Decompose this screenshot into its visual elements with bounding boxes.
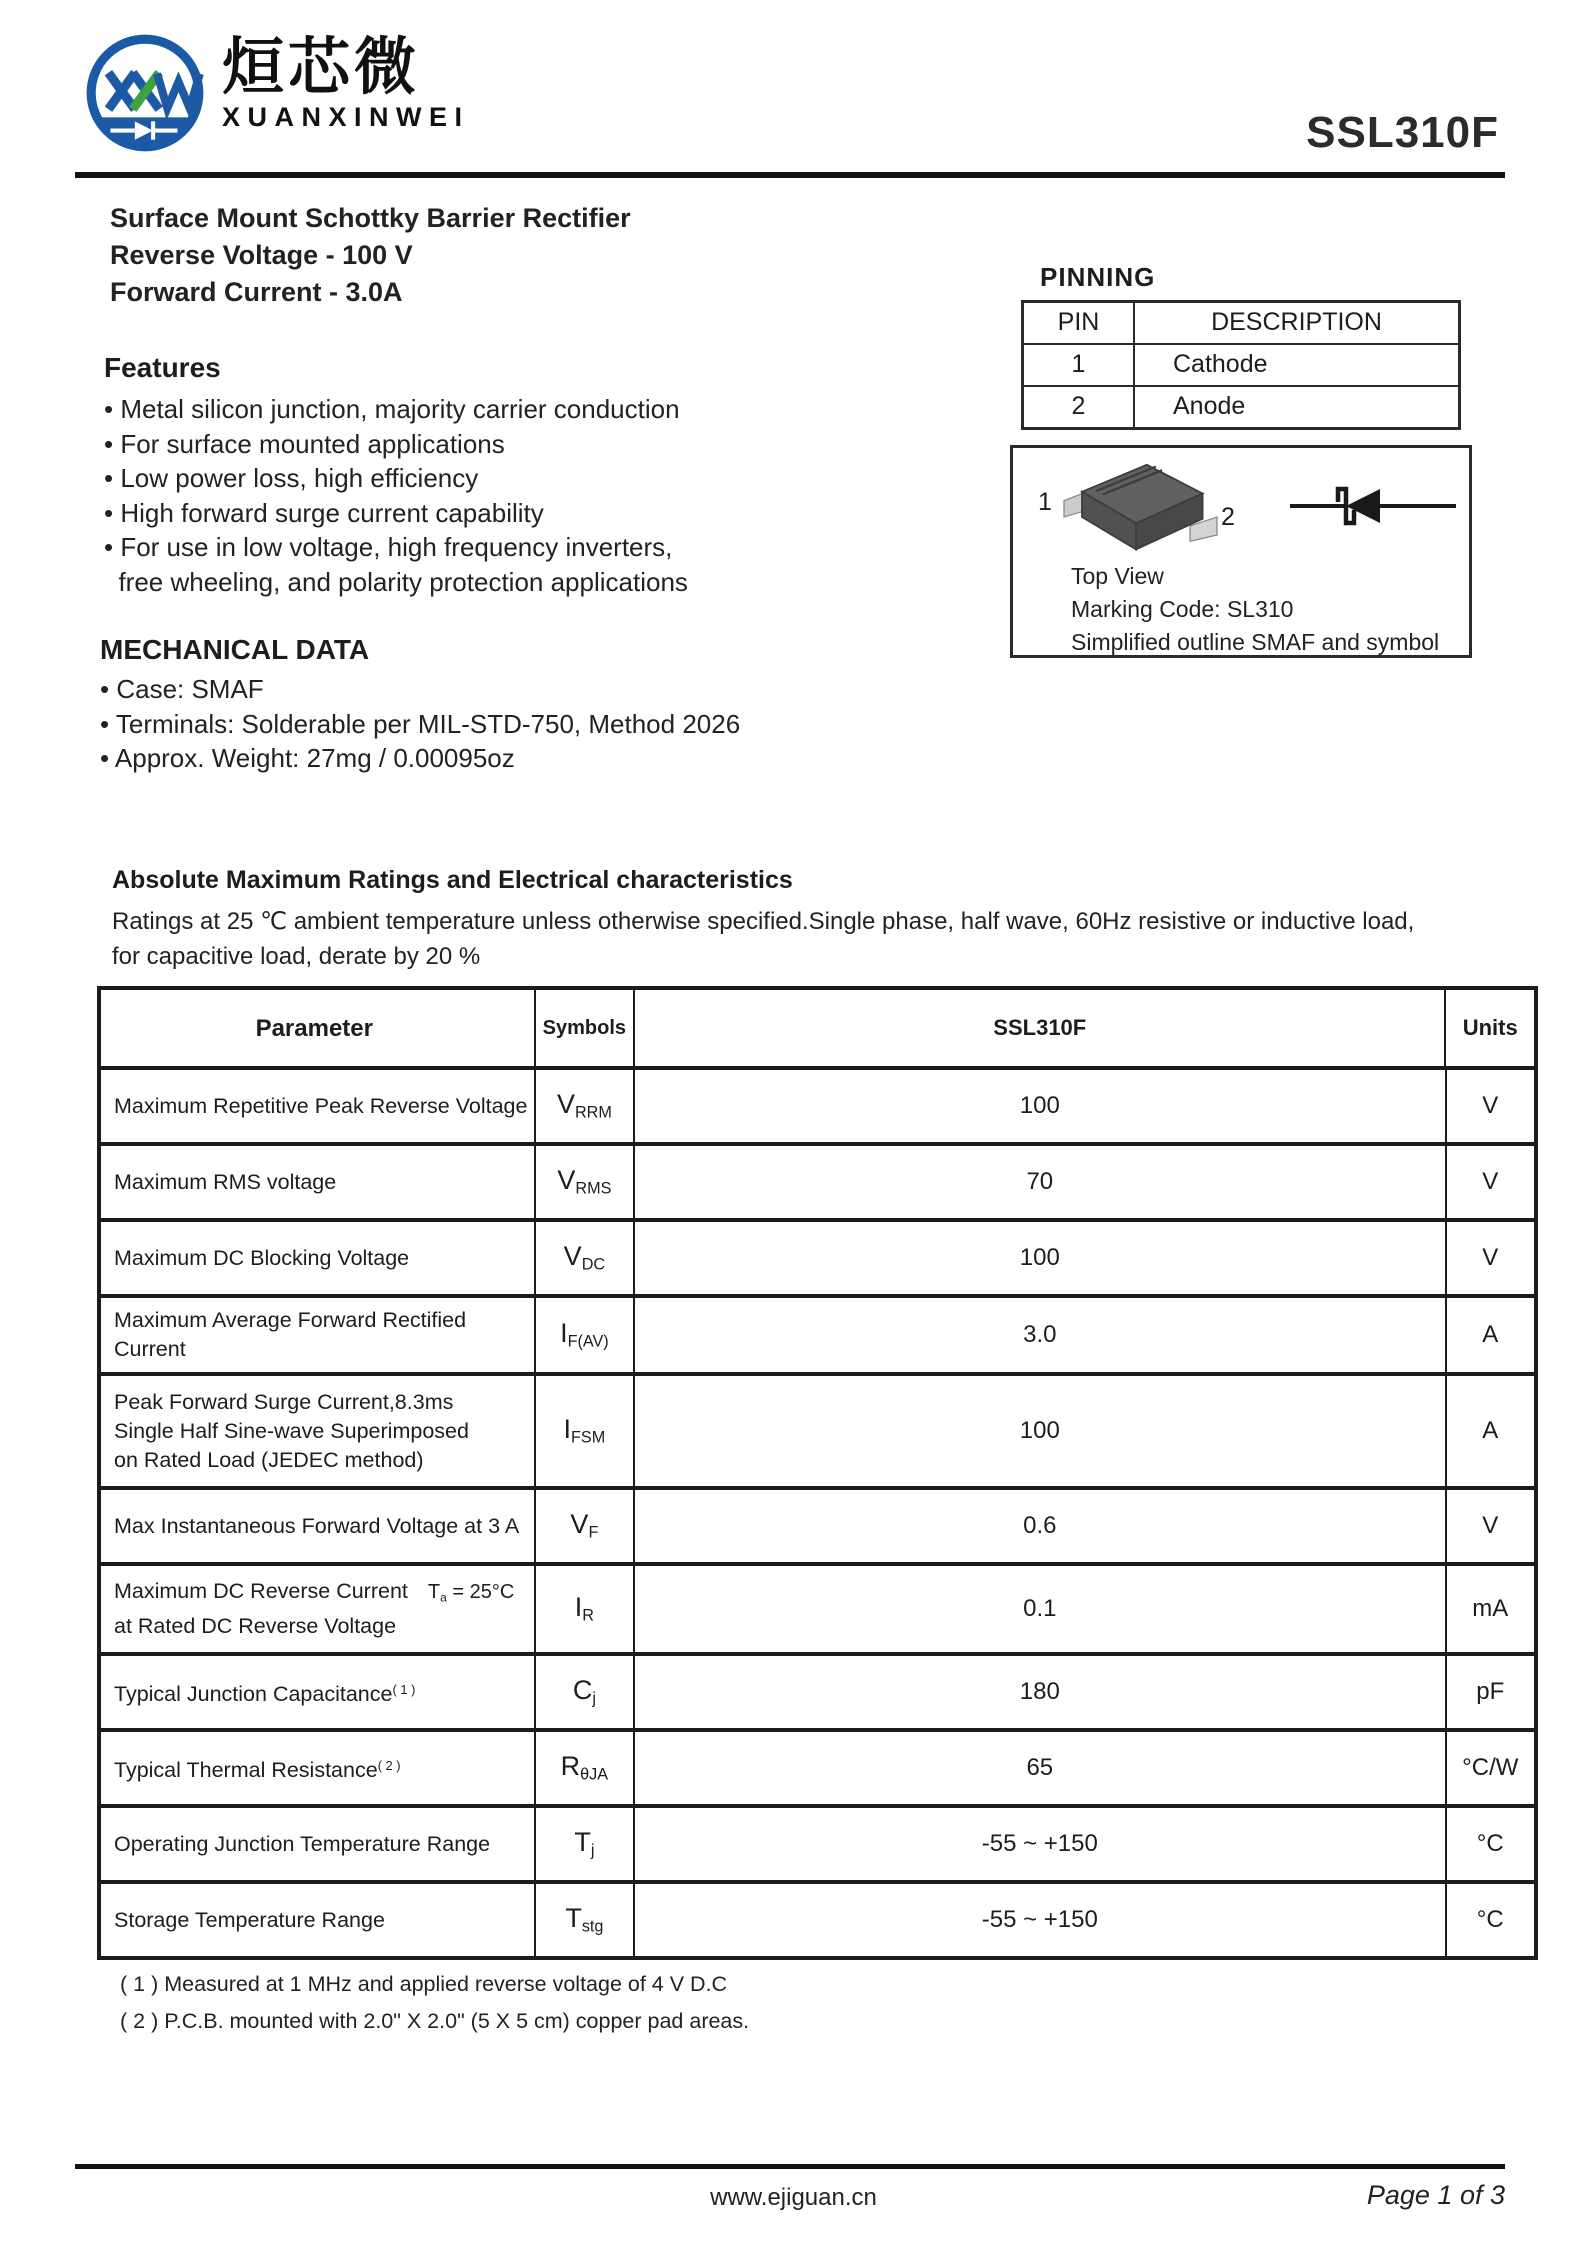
- parameter-cell: [101, 1656, 536, 1728]
- footnote-marker: ( 2 ): [377, 1757, 401, 1773]
- parameter-line: Storage Temperature Range: [114, 1907, 385, 1932]
- unit-cell: mA: [1472, 1595, 1509, 1622]
- ratings-conditions-line1: Ratings at 25 ℃ ambient temperature unless otherwise specified.Single phase, half wave, 60Hz resistive or inductive load,: [112, 908, 1415, 935]
- parameter-line: on Rated Load (JEDEC method): [114, 1447, 424, 1472]
- value-cell: 0.1: [635, 1566, 1446, 1652]
- list-item: free wheeling, and polarity protection applications: [104, 566, 688, 597]
- footer-divider: [75, 2164, 1505, 2169]
- reverse-voltage: Reverse Voltage - 100 V: [110, 240, 413, 270]
- forward-current: Forward Current - 3.0A: [110, 277, 403, 307]
- package-3d-icon: [1055, 453, 1235, 563]
- parameter-line: Maximum DC Blocking Voltage: [114, 1245, 410, 1270]
- symbol: $T_{stg}$: [565, 1903, 604, 1936]
- company-name-en: XUANXINWEI: [222, 102, 470, 132]
- value-cell: 0.6: [635, 1490, 1446, 1562]
- unit-cell: A: [1482, 1417, 1499, 1444]
- parameter-cell: [101, 1146, 536, 1218]
- value-column-header: SSL310F: [635, 990, 1446, 1066]
- list-item: • Approx. Weight: 27mg / 0.00095oz: [100, 743, 515, 773]
- symbol-cell: [536, 1222, 635, 1294]
- symbol: $I_{FSM}$: [563, 1414, 606, 1447]
- symbol-cell: [536, 1656, 635, 1728]
- parameter-line: Typical Thermal Resistance$^{( 2 )}$: [114, 1757, 401, 1783]
- symbol-cell: [536, 1146, 635, 1218]
- value-cell: -55 ~ +150: [635, 1808, 1446, 1880]
- footnote-line: ( 2 ) P.C.B. mounted with 2.0" X 2.0" (5 X 5 cm) copper pad areas.: [120, 2009, 750, 2033]
- footnotes: [120, 1966, 749, 2040]
- symbol: $C_j$: [572, 1675, 596, 1708]
- table-row: [101, 1066, 1534, 1142]
- table-row: [101, 1218, 1534, 1294]
- symbol-cell: [536, 1490, 635, 1562]
- pin-description: Cathode: [1173, 350, 1268, 378]
- value-cell: 70: [635, 1146, 1446, 1218]
- symbol: $V_F$: [570, 1509, 599, 1542]
- symbol: $R_{\theta JA}$: [560, 1751, 609, 1784]
- doc-title: Surface Mount Schottky Barrier Rectifier: [110, 203, 631, 233]
- pin-column-header: PIN: [1024, 303, 1135, 343]
- list-item: • High forward surge current capability: [104, 497, 544, 528]
- symbol: $I_R$: [574, 1592, 594, 1625]
- company-logo: [80, 28, 470, 160]
- unit-cell: °C/W: [1462, 1754, 1519, 1781]
- unit-cell: °C: [1476, 1906, 1504, 1933]
- pinning-table-header: [1024, 303, 1458, 343]
- unit-cell: A: [1482, 1321, 1499, 1348]
- list-item: • For use in low voltage, high frequency inverters,: [104, 532, 673, 562]
- footer-website: www.ejiguan.cn: [710, 2184, 877, 2211]
- symbol-cell: [536, 1566, 635, 1652]
- header-divider: [75, 172, 1505, 178]
- ratings-conditions-line2: for capacitive load, derate by 20 %: [112, 943, 481, 970]
- symbols-column-header: Symbols: [536, 990, 635, 1066]
- footnote-marker: ( 1 ): [392, 1681, 416, 1697]
- pinning-table-row: [1024, 385, 1458, 427]
- units-column-header: Units: [1462, 1015, 1518, 1040]
- parameter-cell: [101, 1376, 536, 1486]
- features-heading: Features: [104, 352, 221, 383]
- value-cell: 3.0: [635, 1298, 1446, 1372]
- value-cell: 100: [635, 1070, 1446, 1142]
- table-row: [101, 1880, 1534, 1956]
- description-column-header: DESCRIPTION: [1211, 308, 1382, 336]
- parameter-line: Maximum RMS voltage: [114, 1169, 337, 1194]
- symbol: $I_{F(AV)}$: [560, 1318, 609, 1351]
- value-cell: 100: [635, 1376, 1446, 1486]
- ratings-table-header: [101, 990, 1534, 1066]
- package-pin1-label: 1: [1038, 488, 1052, 516]
- features-list: [104, 392, 784, 599]
- intro-block: [110, 200, 631, 311]
- table-row: [101, 1804, 1534, 1880]
- footnote-line: ( 1 ) Measured at 1 MHz and applied reverse voltage of 4 V D.C: [120, 1972, 728, 1996]
- parameter-line: Maximum DC Reverse Current $T_a = 25^\circ C$: [114, 1578, 515, 1605]
- list-item: • Metal silicon junction, majority carrier conduction: [104, 394, 680, 424]
- condition-note: $T_a = 25^\circ C$: [427, 1580, 515, 1605]
- value-cell: 180: [635, 1656, 1446, 1728]
- logo-mark-icon: [80, 28, 212, 160]
- pinning-heading: PINNING: [1040, 262, 1156, 292]
- symbol-cell: [536, 1884, 635, 1956]
- table-row: [101, 1294, 1534, 1372]
- ratings-subheading: [112, 904, 1414, 974]
- mechanical-list: [100, 672, 880, 776]
- package-pin2-label: 2: [1221, 503, 1235, 531]
- table-row: [101, 1142, 1534, 1218]
- parameter-cell: [101, 1808, 536, 1880]
- company-name-cn: 烜芯微: [222, 33, 421, 102]
- pinning-table: [1021, 300, 1461, 430]
- package-caption-outline: Simplified outline SMAF and symbol: [1071, 629, 1440, 655]
- parameter-line: Typical Junction Capacitance$^{( 1 )}$: [114, 1681, 416, 1707]
- list-item: • Low power loss, high efficiency: [104, 463, 479, 493]
- list-item: • Terminals: Solderable per MIL-STD-750, Method 2026: [100, 708, 741, 739]
- unit-cell: V: [1482, 1168, 1499, 1195]
- symbol-cell: [536, 1070, 635, 1142]
- pin-number: 1: [1024, 345, 1135, 385]
- parameter-cell: [101, 1298, 536, 1372]
- parameter-line: Max Instantaneous Forward Voltage at 3 A: [114, 1513, 520, 1538]
- unit-cell: V: [1482, 1244, 1499, 1271]
- parameter-line: Maximum Repetitive Peak Reverse Voltage: [114, 1093, 528, 1118]
- parameter-cell: [101, 1070, 536, 1142]
- parameter-cell: [101, 1490, 536, 1562]
- logo-text: [222, 33, 470, 133]
- package-caption-top-view: Top View: [1071, 563, 1164, 589]
- value-cell: -55 ~ +150: [635, 1884, 1446, 1956]
- pin-number: 2: [1024, 387, 1135, 427]
- footer-page-number: Page 1 of 3: [1366, 2180, 1505, 2210]
- table-row: [101, 1562, 1534, 1652]
- parameter-line: at Rated DC Reverse Voltage: [114, 1614, 397, 1639]
- unit-cell: °C: [1476, 1830, 1504, 1857]
- table-row: [101, 1652, 1534, 1728]
- ratings-table: [97, 986, 1538, 1960]
- table-row: [101, 1372, 1534, 1486]
- parameter-line: Single Half Sine-wave Superimposed: [114, 1418, 469, 1443]
- parameter-line: Operating Junction Temperature Range: [114, 1831, 491, 1856]
- table-row: [101, 1728, 1534, 1804]
- ratings-heading: Absolute Maximum Ratings and Electrical characteristics: [112, 866, 793, 894]
- package-caption-marking-code: Marking Code: SL310: [1071, 596, 1294, 622]
- parameter-cell: [101, 1732, 536, 1804]
- parameter-line: Maximum Average Forward Rectified Current: [114, 1308, 467, 1361]
- list-item: • Case: SMAF: [100, 674, 264, 704]
- package-figure-box: [1010, 445, 1472, 658]
- unit-cell: V: [1482, 1092, 1499, 1119]
- parameter-column-header: Parameter: [101, 990, 536, 1066]
- package-captions: [1071, 560, 1439, 659]
- value-cell: 100: [635, 1222, 1446, 1294]
- pinning-table-row: [1024, 343, 1458, 385]
- schottky-diode-symbol-icon: [1288, 476, 1458, 536]
- symbol: $V_{RMS}$: [557, 1165, 612, 1198]
- part-number: SSL310F: [1306, 108, 1499, 157]
- unit-cell: pF: [1476, 1678, 1505, 1705]
- symbol: $T_j$: [574, 1827, 595, 1860]
- parameter-cell: [101, 1566, 536, 1652]
- symbol-cell: [536, 1298, 635, 1372]
- symbol-cell: [536, 1732, 635, 1804]
- symbol-cell: [536, 1808, 635, 1880]
- mechanical-heading: MECHANICAL DATA: [100, 634, 370, 665]
- pin-description: Anode: [1173, 392, 1246, 420]
- table-row: [101, 1486, 1534, 1562]
- parameter-cell: [101, 1222, 536, 1294]
- symbol: $V_{DC}$: [563, 1241, 606, 1274]
- list-item: • For surface mounted applications: [104, 428, 505, 459]
- symbol-cell: [536, 1376, 635, 1486]
- unit-cell: V: [1482, 1512, 1499, 1539]
- parameter-line: Peak Forward Surge Current,8.3ms: [114, 1389, 454, 1414]
- parameter-cell: [101, 1884, 536, 1956]
- value-cell: 65: [635, 1732, 1446, 1804]
- symbol: $V_{RRM}$: [556, 1089, 612, 1122]
